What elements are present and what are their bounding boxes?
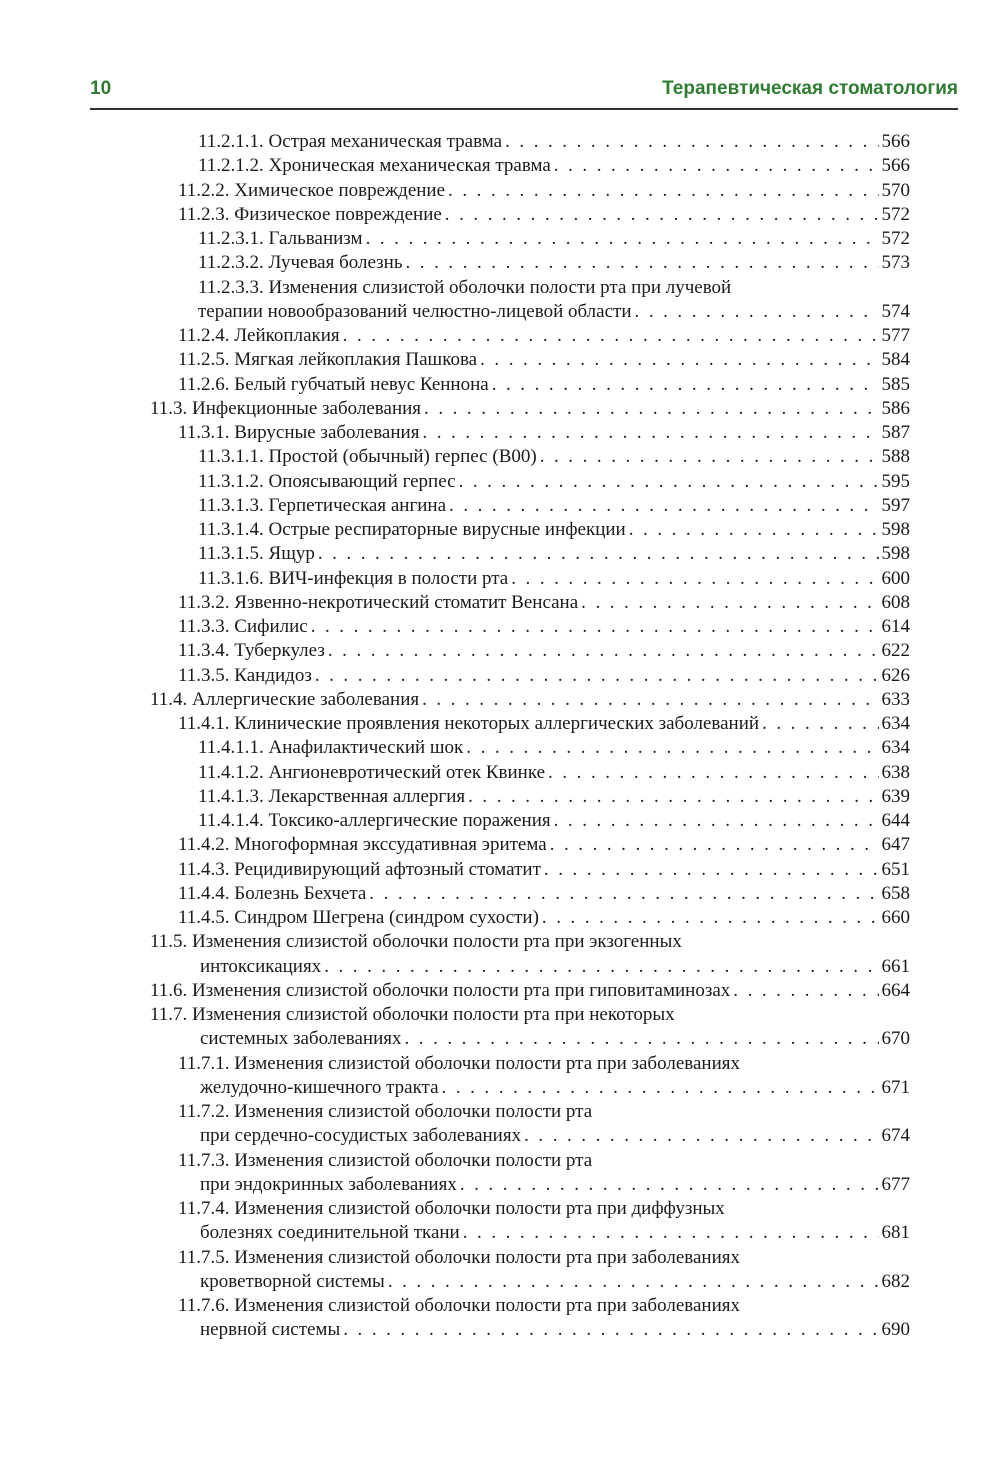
dot-leader <box>762 712 878 736</box>
toc-page-number: 644 <box>881 810 910 831</box>
toc-page-number: 573 <box>881 252 910 274</box>
dot-leader <box>468 785 878 809</box>
dot-leader <box>404 1027 878 1051</box>
toc-entry-title: 11.7. Изменения слизистой оболочки полости рта при некоторых <box>150 1004 675 1025</box>
toc-entry-title: 11.2.2. Химическое повреждение <box>178 179 446 201</box>
toc-entry <box>0 833 1000 857</box>
toc-entry-title: системных заболеваниях <box>200 1028 402 1050</box>
dot-leader <box>318 542 879 566</box>
toc-entry <box>0 324 1000 348</box>
toc-page-number: 588 <box>881 446 910 468</box>
toc-entry <box>0 1197 1000 1246</box>
toc-entry-title: 11.4.1.1. Анафилактический шок <box>198 737 464 759</box>
toc-entry-title: 11.4.5. Синдром Шегрена (синдром сухости) <box>178 907 539 928</box>
toc-entry-title: кроветворной системы <box>200 1270 385 1292</box>
toc-entry-title: 11.4.1.2. Ангионевротический отек Квинке <box>198 761 546 783</box>
dot-leader <box>422 421 878 445</box>
toc-page-number: 598 <box>881 519 910 540</box>
dot-leader <box>449 494 878 518</box>
toc-page-number: 585 <box>881 373 910 395</box>
dot-leader <box>550 833 879 857</box>
toc-page-number: 626 <box>881 664 910 686</box>
toc-entry-title: терапии новообразований челюстно-лицевой области <box>198 300 632 322</box>
toc-page-number: 597 <box>881 494 910 516</box>
dot-leader <box>424 397 878 421</box>
dot-leader <box>629 518 879 542</box>
toc-entry <box>0 179 1000 203</box>
toc-entry <box>0 397 1000 421</box>
toc-entry-title: 11.2.1.2. Хроническая механическая травма <box>198 155 551 177</box>
toc-entry-title: 11.7.2. Изменения слизистой оболочки полости рта <box>178 1101 593 1122</box>
toc-entry-title: 11.3.1.5. Ящур <box>198 543 315 565</box>
toc-entry <box>0 130 1000 154</box>
toc-entry <box>0 688 1000 712</box>
toc-page-number: 661 <box>881 955 910 977</box>
dot-leader <box>548 761 878 785</box>
dot-leader <box>422 688 878 712</box>
toc-entry-title: 11.3.3. Сифилис <box>178 616 308 637</box>
dot-leader <box>635 300 879 324</box>
toc-entry <box>0 1003 1000 1052</box>
dot-leader <box>733 979 878 1003</box>
toc-entry <box>0 1100 1000 1149</box>
toc-entry-title: при эндокринных заболеваниях <box>200 1173 457 1195</box>
toc-entry <box>0 203 1000 227</box>
toc-entry <box>0 591 1000 615</box>
toc-entry <box>0 615 1000 639</box>
toc-entry-title: 11.3.5. Кандидоз <box>178 664 312 686</box>
toc-page-number: 658 <box>881 882 910 904</box>
toc-page-number: 671 <box>881 1076 910 1098</box>
toc-entry-title: 11.7.3. Изменения слизистой оболочки полости рта <box>178 1149 593 1171</box>
dot-leader <box>540 445 879 469</box>
toc-entry-title: 11.3.1. Вирусные заболевания <box>178 422 420 443</box>
dot-leader <box>542 906 879 930</box>
dot-leader <box>463 1221 879 1245</box>
dot-leader <box>324 955 878 979</box>
toc-page-number: 595 <box>881 470 910 492</box>
toc-entry-title: 11.4.1. Клинические проявления некоторых аллергических заболеваний <box>178 713 760 734</box>
toc-page-number: 647 <box>881 834 910 856</box>
toc-entry <box>0 470 1000 494</box>
toc-entry-title: 11.2.3.2. Лучевая болезнь <box>198 252 403 274</box>
toc-page-number: 608 <box>881 591 910 613</box>
toc-entry-title: 11.2.3.1. Гальванизм <box>198 228 363 249</box>
dot-leader <box>343 324 879 348</box>
toc-entry <box>0 1294 1000 1343</box>
toc-entry <box>0 421 1000 445</box>
table-of-contents <box>0 130 1000 1343</box>
toc-entry <box>0 251 1000 275</box>
toc-entry <box>0 639 1000 663</box>
toc-entry <box>0 736 1000 760</box>
toc-entry-title: 11.7.4. Изменения слизистой оболочки полости рта при диффузных <box>178 1198 725 1219</box>
toc-entry <box>0 664 1000 688</box>
toc-entry <box>0 494 1000 518</box>
toc-entry <box>0 154 1000 178</box>
toc-entry-title: 11.3.1.6. ВИЧ-инфекция в полости рта <box>198 567 509 589</box>
toc-entry-title: 11.3.1.1. Простой (обычный) герпес (В00) <box>198 446 537 468</box>
toc-page-number: 566 <box>881 155 910 177</box>
toc-page-number: 574 <box>881 300 910 322</box>
toc-entry <box>0 276 1000 325</box>
toc-entry <box>0 1149 1000 1198</box>
toc-entry <box>0 906 1000 930</box>
toc-entry <box>0 1246 1000 1295</box>
toc-entry <box>0 518 1000 542</box>
dot-leader <box>388 1270 879 1294</box>
dot-leader <box>460 1173 879 1197</box>
dot-leader <box>366 227 879 251</box>
toc-page-number: 634 <box>881 713 910 734</box>
toc-entry-title: 11.3.1.3. Герпетическая ангина <box>198 494 447 516</box>
toc-entry <box>0 761 1000 785</box>
toc-entry <box>0 567 1000 591</box>
dot-leader <box>511 567 878 591</box>
dot-leader <box>369 882 878 906</box>
toc-entry <box>0 979 1000 1003</box>
dot-leader <box>406 251 879 275</box>
toc-page-number: 572 <box>881 228 910 249</box>
dot-leader <box>311 615 879 639</box>
toc-entry <box>0 785 1000 809</box>
toc-page-number: 682 <box>881 1270 910 1292</box>
toc-entry <box>0 930 1000 979</box>
dot-leader <box>524 1124 878 1148</box>
toc-page-number: 622 <box>881 640 910 662</box>
dot-leader <box>466 736 878 760</box>
toc-page-number: 674 <box>881 1125 910 1147</box>
toc-page-number: 639 <box>881 785 910 807</box>
toc-entry-title: 11.6. Изменения слизистой оболочки полости рта при гиповитаминозах <box>150 979 731 1001</box>
dot-leader <box>554 809 879 833</box>
toc-entry-title: 11.3.2. Язвенно-некротический стоматит Венсана <box>178 591 579 613</box>
toc-entry-title: 11.2.1.1. Острая механическая травма <box>198 131 503 152</box>
toc-entry-title: 11.4. Аллергические заболевания <box>150 688 420 710</box>
toc-entry <box>0 712 1000 736</box>
toc-entry <box>0 542 1000 566</box>
toc-page-number: 677 <box>881 1173 910 1195</box>
toc-page-number: 670 <box>881 1028 910 1050</box>
dot-leader <box>448 179 878 203</box>
toc-entry-title: 11.2.6. Белый губчатый невус Кеннона <box>178 373 489 395</box>
toc-page-number: 638 <box>881 761 910 783</box>
dot-leader <box>445 203 879 227</box>
toc-entry-title: 11.4.1.4. Токсико-аллергические поражения <box>198 810 551 831</box>
toc-page-number: 570 <box>881 179 910 201</box>
toc-entry-title: 11.3.1.2. Опоясывающий герпес <box>198 470 456 492</box>
toc-entry-title: 11.4.1.3. Лекарственная аллергия <box>198 785 466 807</box>
toc-entry <box>0 373 1000 397</box>
toc-entry-title: 11.7.1. Изменения слизистой оболочки полости рта при заболеваниях <box>178 1052 740 1074</box>
toc-page-number: 587 <box>881 422 910 443</box>
dot-leader <box>328 639 879 663</box>
header-rule <box>90 108 958 110</box>
toc-entry <box>0 227 1000 251</box>
page-number: 10 <box>90 78 112 99</box>
toc-entry <box>0 858 1000 882</box>
running-title: Терапевтическая стоматология <box>662 78 958 99</box>
toc-entry-title: 11.5. Изменения слизистой оболочки полости рта при экзогенных <box>150 931 682 953</box>
toc-page-number: 586 <box>881 397 910 419</box>
toc-entry <box>0 809 1000 833</box>
toc-entry-title: 11.4.2. Многоформная экссудативная эритема <box>178 834 547 856</box>
toc-page-number: 614 <box>881 616 910 637</box>
toc-entry-title: 11.4.3. Рецидивирующий афтозный стоматит <box>178 858 541 880</box>
toc-entry-title: болезнях соединительной ткани <box>200 1222 460 1244</box>
dot-leader <box>554 154 879 178</box>
dot-leader <box>480 348 878 372</box>
dot-leader <box>505 130 878 154</box>
page-header <box>90 78 958 104</box>
dot-leader <box>343 1318 878 1342</box>
toc-entry <box>0 1052 1000 1101</box>
toc-entry-title: 11.2.3. Физическое повреждение <box>178 203 442 225</box>
toc-entry-title: желудочно-кишечного тракта <box>200 1076 439 1098</box>
toc-entry-title: 11.2.5. Мягкая лейкоплакия Пашкова <box>178 349 478 371</box>
toc-entry-title: 11.3. Инфекционные заболевания <box>150 397 422 419</box>
toc-entry-title: нервной системы <box>200 1319 341 1341</box>
toc-page-number: 572 <box>881 203 910 225</box>
toc-page-number: 664 <box>881 979 910 1001</box>
toc-entry <box>0 348 1000 372</box>
toc-entry-title: интоксикациях <box>200 955 322 977</box>
toc-page-number: 566 <box>881 131 910 152</box>
toc-entry-title: 11.3.1.4. Острые респираторные вирусные инфекции <box>198 519 626 540</box>
toc-page-number: 634 <box>881 737 910 759</box>
toc-page-number: 681 <box>881 1222 910 1244</box>
toc-page-number: 633 <box>881 688 910 710</box>
toc-entry-title: 11.2.3.3. Изменения слизистой оболочки полости рта при лучевой <box>198 276 732 298</box>
toc-page-number: 584 <box>881 349 910 371</box>
dot-leader <box>492 373 879 397</box>
toc-page-number: 690 <box>881 1319 910 1341</box>
toc-entry-title: 11.7.6. Изменения слизистой оболочки полости рта при заболеваниях <box>178 1295 740 1316</box>
toc-page-number: 651 <box>881 858 910 880</box>
dot-leader <box>459 470 879 494</box>
toc-entry-title: 11.4.4. Болезнь Бехчета <box>178 882 367 904</box>
toc-page-number: 660 <box>881 907 910 928</box>
dot-leader <box>544 858 879 882</box>
dot-leader <box>581 591 878 615</box>
toc-page-number: 577 <box>881 325 910 346</box>
toc-entry-title: 11.3.4. Туберкулез <box>178 640 325 662</box>
toc-entry-title: при сердечно-сосудистых заболеваниях <box>200 1125 522 1147</box>
toc-entry-title: 11.7.5. Изменения слизистой оболочки полости рта при заболеваниях <box>178 1246 740 1268</box>
toc-entry <box>0 882 1000 906</box>
toc-entry-title: 11.2.4. Лейкоплакия <box>178 325 340 346</box>
dot-leader <box>442 1076 879 1100</box>
dot-leader <box>315 664 879 688</box>
toc-page-number: 598 <box>881 543 910 565</box>
toc-page-number: 600 <box>881 567 910 589</box>
toc-entry <box>0 445 1000 469</box>
